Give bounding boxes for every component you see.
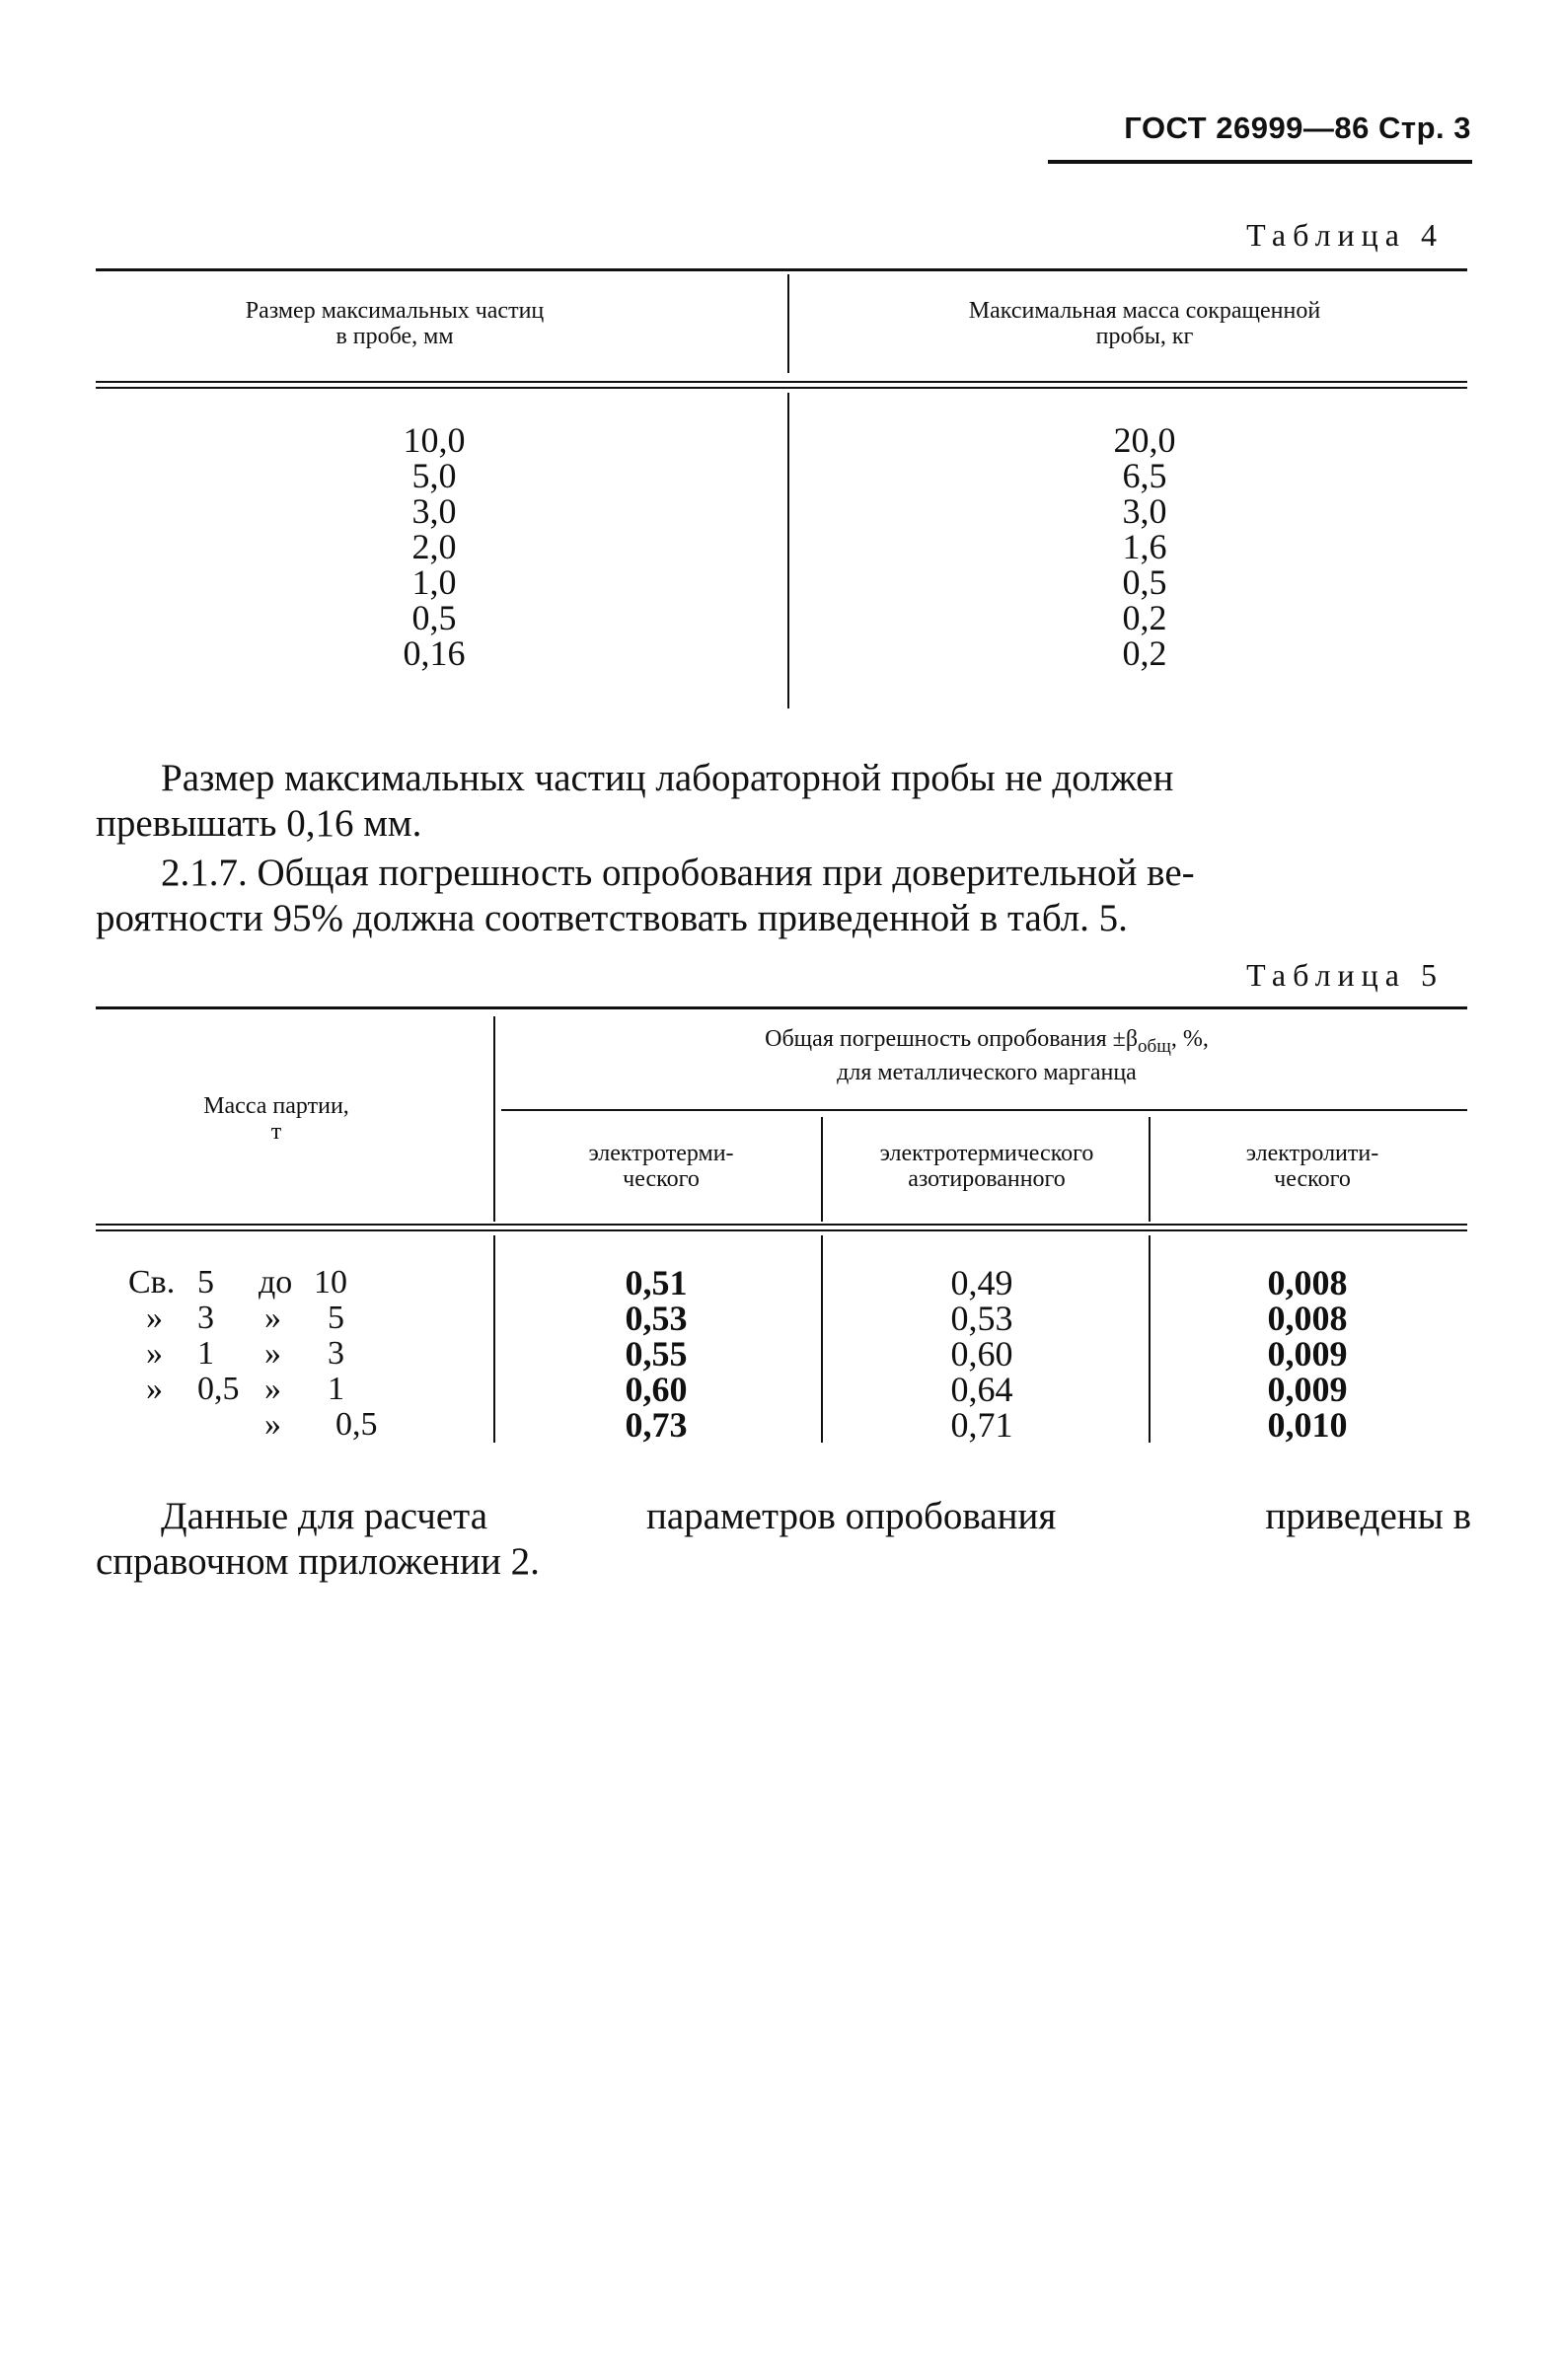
table5-cell: 0,60: [950, 1334, 1013, 1374]
mass-to: 3: [328, 1335, 344, 1372]
table5-group-header-line1: [513, 1026, 1460, 1060]
table4-header-rule-1: [96, 381, 1467, 383]
table5-subheader-rule: [501, 1109, 1467, 1111]
table4-cell: 0,2: [1122, 633, 1167, 673]
mass-to-word: »: [264, 1300, 281, 1336]
table5-group-header-unit: , %,: [1170, 1026, 1209, 1052]
mass-to: 5: [328, 1300, 344, 1336]
table5-cell: 0,71: [950, 1405, 1013, 1445]
table4-top-rule: [96, 268, 1467, 271]
paragraph-2-line2: роятности 95% должна соответствовать приведенной в табл. 5.: [96, 897, 1128, 939]
table4-cell: 0,2: [1122, 598, 1167, 637]
table5-header-rule-2: [96, 1229, 1467, 1231]
header-rule: [1048, 160, 1472, 164]
table4-cell: 10,0: [403, 420, 466, 460]
mass-from: 3: [197, 1300, 214, 1336]
table4-cell: 1,0: [411, 562, 457, 602]
table5-sub2-header: [829, 1141, 1145, 1192]
table4-cell: 6,5: [1122, 456, 1167, 495]
table5-mass-row: [0, 1301, 493, 1336]
table5-header-rule-1: [96, 1224, 1467, 1226]
mass-to-word: »: [264, 1406, 281, 1443]
paragraph-3-line1-part-a: Данные для расчета: [161, 1495, 488, 1537]
page-header: ГОСТ 26999—86 Стр. 3: [1124, 111, 1471, 145]
table4-header-divider: [787, 274, 789, 373]
paragraph-1-line1: Размер максимальных частиц лабораторной пробы не должен: [161, 757, 1174, 799]
table4-header-col1-line2: в пробе, мм: [335, 324, 454, 349]
mass-to-word: »: [264, 1371, 281, 1407]
table5-sub3-header: [1154, 1141, 1470, 1192]
table5-body-divider-2: [821, 1235, 823, 1443]
table5-sub2-line1: электротермического: [879, 1141, 1094, 1166]
table5-sub3-line1: электролити-: [1245, 1141, 1379, 1166]
table5-group-header-line2: для металлического марганца: [837, 1059, 1137, 1085]
table5-cell: 0,008: [1267, 1299, 1348, 1338]
table4-cell: 0,5: [411, 598, 457, 637]
table5-sub1-header: [503, 1141, 819, 1192]
table5-col1-values: [572, 1265, 740, 1443]
mass-prefix: Св.: [128, 1264, 176, 1301]
mass-prefix: »: [146, 1300, 163, 1336]
table4-cell: 0,5: [1122, 562, 1167, 602]
table5-cell: 0,73: [625, 1405, 688, 1445]
table4-cell: 0,16: [403, 633, 466, 673]
table5-cell: 0,008: [1267, 1263, 1348, 1302]
table5-cell: 0,53: [625, 1299, 688, 1338]
paragraph-2-line1: 2.1.7. Общая погрешность опробования при доверительной ве-: [161, 852, 1195, 894]
mass-to-word: »: [264, 1335, 281, 1372]
table5-cell: 0,60: [625, 1370, 688, 1409]
mass-to-word: до: [259, 1264, 293, 1301]
table5-cell: 0,51: [625, 1263, 688, 1302]
table5-caption: Таблица 5: [1246, 957, 1444, 993]
table4-cell: 2,0: [411, 527, 457, 566]
table5-cell: 0,010: [1267, 1405, 1348, 1445]
table5-top-rule: [96, 1006, 1467, 1009]
table4-caption: Таблица 4: [1246, 217, 1444, 253]
table5-subheader-divider-2: [1149, 1117, 1151, 1222]
table5-cell: 0,49: [950, 1263, 1013, 1302]
paragraph-3-line1-part-b: параметров опробования: [646, 1495, 1057, 1537]
table4-col2-values: [1066, 422, 1224, 671]
mass-to: 1: [328, 1371, 344, 1407]
table5-mass-row: [0, 1372, 493, 1407]
table5-sub2-line2: азотированного: [908, 1166, 1066, 1192]
table5-mass-row: [0, 1407, 493, 1443]
table4-header-col2: [868, 298, 1421, 349]
table5-sub3-line2: ческого: [1274, 1166, 1351, 1192]
table5-body-divider-1: [493, 1235, 495, 1443]
table4-cell: 5,0: [411, 456, 457, 495]
table4-cell: 20,0: [1113, 420, 1176, 460]
mass-prefix: »: [146, 1371, 163, 1407]
table5-subheader-divider-1: [821, 1117, 823, 1222]
table4-body-divider: [787, 393, 789, 708]
table4-cell: 3,0: [1122, 491, 1167, 531]
table4-header-col1: [128, 298, 661, 349]
table5-cell: 0,009: [1267, 1370, 1348, 1409]
table4-cell: 1,6: [1122, 527, 1167, 566]
mass-from: 1: [197, 1335, 214, 1372]
table5-group-header-text: Общая погрешность опробования ±β: [765, 1026, 1139, 1052]
table5-col2-values: [898, 1265, 1066, 1443]
table5-cell: 0,55: [625, 1334, 688, 1374]
table5-mass-header-line1: Масса партии,: [203, 1093, 349, 1119]
table5-cell: 0,53: [950, 1299, 1013, 1338]
table5-body-divider-3: [1149, 1235, 1151, 1443]
table5-group-header-subscript: общ: [1138, 1035, 1171, 1057]
table5-group-header: [513, 1026, 1460, 1085]
table5-mass-header: [118, 1093, 434, 1145]
table4-header-col2-line1: Максимальная масса сокращенной: [968, 298, 1321, 324]
table5-header-divider-main: [493, 1016, 495, 1222]
mass-to: 0,5: [335, 1406, 378, 1443]
paragraph-3-line1-part-c: приведены в: [1265, 1495, 1471, 1537]
table5-sub1-line2: ческого: [623, 1166, 700, 1192]
paragraph-3-line2: справочном приложении 2.: [96, 1540, 540, 1583]
mass-from: 0,5: [197, 1371, 240, 1407]
table5-mass-row: [0, 1265, 493, 1301]
table5-mass-row: [0, 1336, 493, 1372]
mass-to: 10: [314, 1264, 347, 1301]
table5-col3-values: [1224, 1265, 1391, 1443]
mass-prefix: »: [146, 1335, 163, 1372]
table4-cell: 3,0: [411, 491, 457, 531]
table4-header-col1-line1: Размер максимальных частиц: [245, 298, 545, 324]
mass-from: 5: [197, 1264, 214, 1301]
table5-sub1-line1: электротерми-: [588, 1141, 734, 1166]
table5-cell: 0,64: [950, 1370, 1013, 1409]
table5-cell: 0,009: [1267, 1334, 1348, 1374]
table4-header-col2-line2: пробы, кг: [1095, 324, 1194, 349]
table5-mass-header-line2: т: [270, 1119, 282, 1145]
table4-header-rule-2: [96, 387, 1467, 389]
table4-col1-values: [355, 422, 513, 671]
paragraph-1-line2: превышать 0,16 мм.: [96, 802, 422, 845]
